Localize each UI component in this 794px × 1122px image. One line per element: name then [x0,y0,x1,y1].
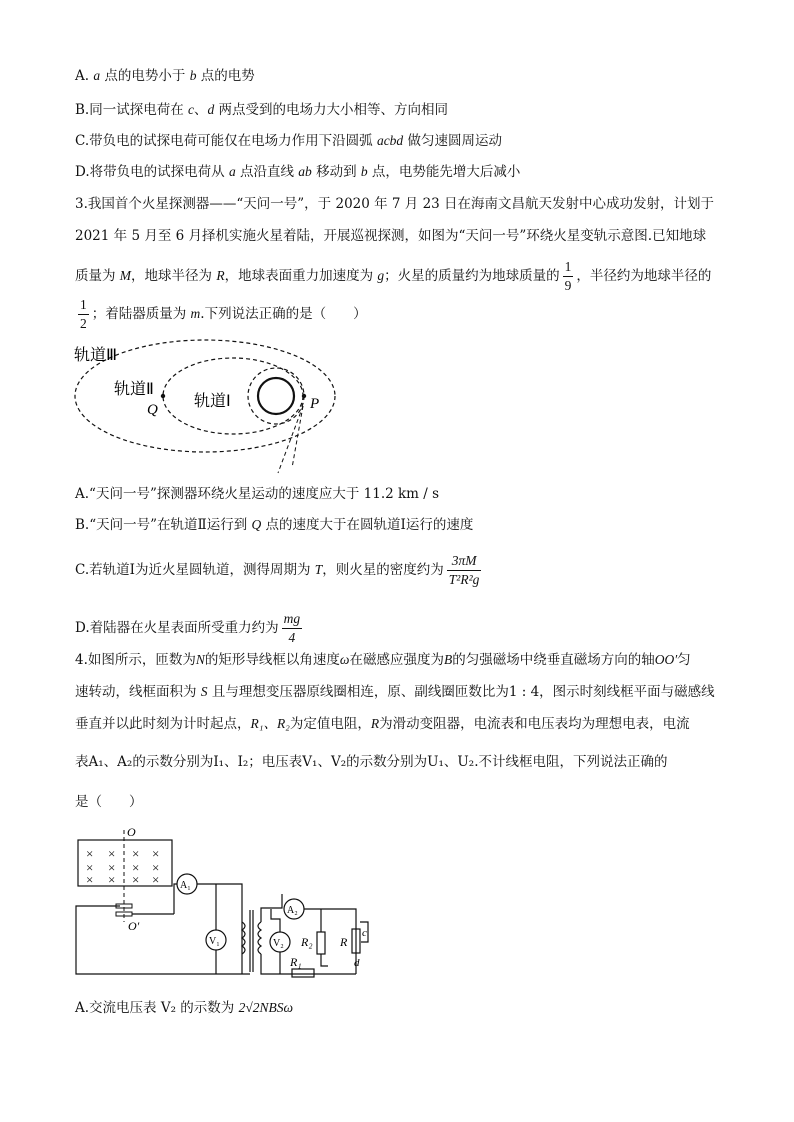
point-q-dot [161,394,165,398]
secondary-coil [258,922,261,954]
svg-text:V₁: V₁ [209,936,220,947]
point-p-dot [302,394,306,398]
svg-text:A₂: A₂ [287,905,298,916]
resistor-r1 [292,969,314,977]
point-p-label: P [310,396,320,412]
svg-text:A₁: A₁ [180,880,191,891]
q3-option-d: D.着陆器在火星表面所受重力约为 $\frac{mg}{4}$ [75,611,301,645]
svg-text:×: × [152,846,160,861]
q4-stem-line-4: 表A₁、A₂的示数分别为I₁、I₂；电压表V₁、V₂的示数分别为U₁、U₂.不计线框电阻，下列说法正确的 [75,754,668,770]
svg-text:V₂: V₂ [273,938,284,949]
gravity-fraction: $\frac{mg}{4}$ [283,611,301,645]
orbit-diagram [70,338,350,478]
r2-label: R₂ [301,935,313,949]
svg-text:×: × [86,872,94,887]
d-label: d [354,957,360,969]
axis-o-prime-label: O′ [128,919,140,933]
circuit-diagram [70,826,370,986]
svg-text:×: × [152,860,160,875]
svg-text:×: × [152,872,160,887]
svg-text:×: × [108,872,116,887]
q4-stem-line-1: 4.如图所示，匝数为N的矩形导线框以角速度ω在磁感应强度为B的匀强磁场中绕垂直磁场方向的轴OO′匀 [75,652,691,668]
q3-stem-line-1: 3.我国首个火星探测器——“天问一号”，于 2020 年 7 月 23 日在海南文昌航天发射中心成功发射，计划于 [75,196,715,212]
r-label: R [340,935,348,949]
svg-text:×: × [86,860,94,875]
orbit-1-circle [248,368,304,424]
trajectory-line [278,406,303,473]
r1-label: R₁ [290,955,302,969]
point-q-label: Q [147,402,158,418]
q2-option-d: D.将带负电的试探电荷从 a 点沿直线 ab 移动到 b 点，电势能先增大后减小 [75,164,521,180]
mars-planet [258,378,294,414]
q2-option-b: B.同一试探电荷在 c、d 两点受到的电场力大小相等、方向相同 [75,102,449,118]
svg-text:×: × [108,846,116,861]
svg-text:×: × [132,872,140,887]
q3-stem-line-3: 质量为 M，地球半径为 R，地球表面重力加速度为 g；火星的质量约为地球质量的 $\frac{1}{9}$ ，半径约为地球半径的 [75,259,712,293]
q4-stem-line-2: 速转动，线框面积为 S 且与理想变压器原线圈相连，原、副线圈匝数比为1 : 4，图示时刻线框平面与磁感线 [75,684,715,700]
q4-stem-line-5: 是（ ） [75,794,143,810]
q4-option-a: A.交流电压表 V₂ 的示数为 2√2NBSω [75,1000,294,1016]
q4-stem-line-3: 垂直并以此时刻为计时起点，R₁、R₂为定值电阻，R为滑动变阻器，电流表和电压表均为理想电表，电流 [75,716,690,732]
orbit-2-ellipse [163,358,303,434]
c-label: c [362,927,367,939]
q3-option-a: A.“天问一号”探测器环绕火星运动的速度应大于 11.2 km / s [75,486,440,502]
axis-o-label: O [127,826,136,839]
svg-text:×: × [108,860,116,875]
field-crosses [86,846,159,887]
svg-text:×: × [132,846,140,861]
q2-option-c: C.带负电的试探电荷可能仅在电场力作用下沿圆弧 acbd 做匀速圆周运动 [75,133,502,149]
q2-option-a: A. a 点的电势小于 b 点的电势 [75,68,255,84]
q3-option-c: C.若轨道Ⅰ为近火星圆轨道，测得周期为 T，则火星的密度约为 $\frac{3\pi M}{\text{T²R²g}}$ [75,553,480,587]
density-fraction: $\frac{3\pi M}{\text{T²R²g}}$ [448,553,480,587]
orbit-1-label: 轨道Ⅰ [194,393,231,410]
orbit-2-label: 轨道Ⅱ [114,381,154,398]
fraction-one-ninth: $\frac{1}{9}$ [564,259,572,293]
svg-text:×: × [86,846,94,861]
q3-option-b: B.“天问一号”在轨道Ⅱ运行到 Q 点的速度大于在圆轨道Ⅰ运行的速度 [75,517,474,533]
resistor-r2 [317,932,325,954]
q3-stem-line-4: $\frac{1}{2}$ ；着陆器质量为 m.下列说法正确的是（ ） [80,297,367,331]
svg-text:×: × [132,860,140,875]
q3-stem-line-2: 2021 年 5 月至 6 月择机实施火星着陆，开展巡视探测，如图为“天问一号”环绕火星变轨示意图.已知地球 [75,228,707,244]
fraction-one-half: $\frac{1}{2}$ [80,297,87,331]
orbit-3-label: 轨道Ⅲ [74,347,118,364]
